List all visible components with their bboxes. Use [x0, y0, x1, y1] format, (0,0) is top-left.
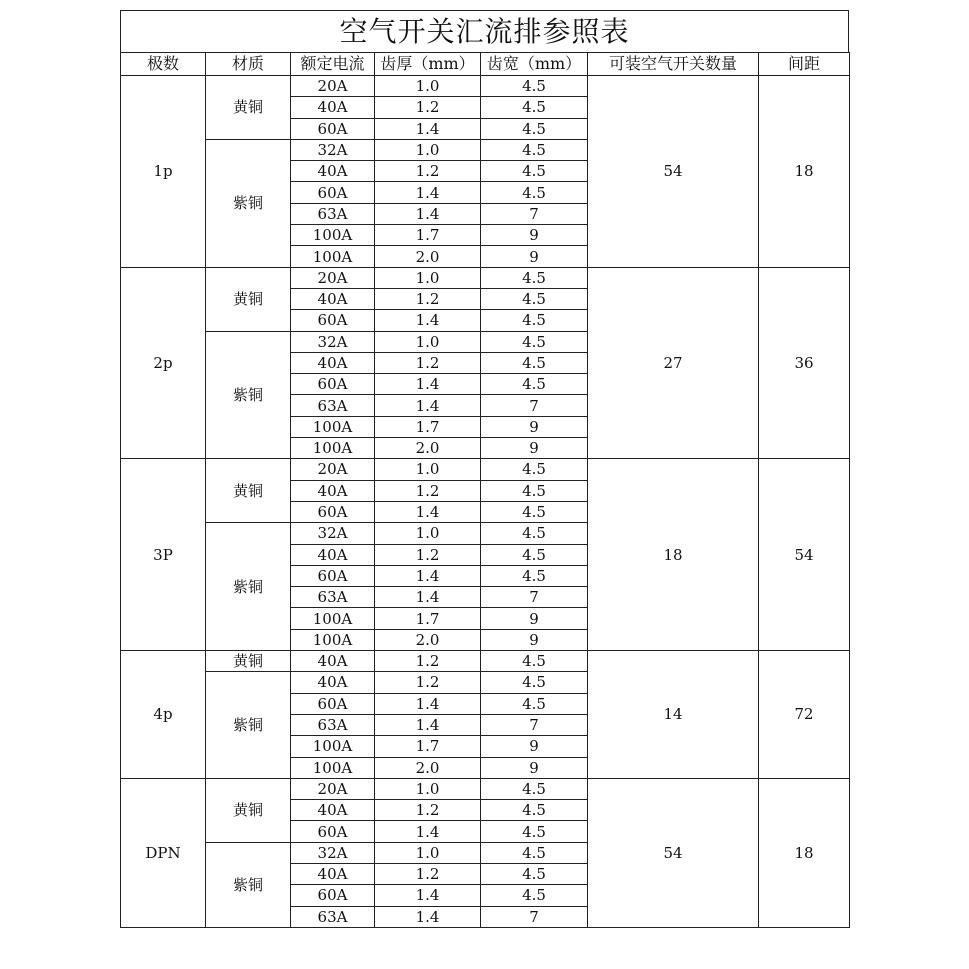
rated-current-cell: 60A: [291, 693, 375, 714]
tooth-width-cell: 4.5: [481, 182, 588, 203]
rated-current-cell: 32A: [291, 842, 375, 863]
tooth-thickness-cell: 1.2: [375, 480, 481, 501]
tooth-width-cell: 4.5: [481, 501, 588, 522]
material-cell: 黄铜: [206, 778, 291, 842]
header-rated-current: 额定电流: [291, 53, 375, 76]
tooth-thickness-cell: 1.0: [375, 331, 481, 352]
header-row: [121, 53, 850, 76]
breaker-quantity-cell: 14: [588, 651, 759, 779]
tooth-width-cell: 7: [481, 714, 588, 735]
tooth-width-cell: 4.5: [481, 863, 588, 884]
tooth-width-cell: 7: [481, 906, 588, 927]
tooth-width-cell: 4.5: [481, 459, 588, 480]
rated-current-cell: 20A: [291, 267, 375, 288]
tooth-thickness-cell: 1.0: [375, 778, 481, 799]
rated-current-cell: 60A: [291, 501, 375, 522]
tooth-width-cell: 4.5: [481, 565, 588, 586]
material-cell: 紫铜: [206, 523, 291, 651]
material-cell: 紫铜: [206, 672, 291, 778]
tooth-thickness-cell: 1.2: [375, 651, 481, 672]
table-header: [121, 53, 850, 76]
tooth-thickness-cell: 1.4: [375, 118, 481, 139]
rated-current-cell: 20A: [291, 459, 375, 480]
tooth-thickness-cell: 1.2: [375, 672, 481, 693]
pole-cell: 2p: [121, 267, 206, 459]
tooth-width-cell: 4.5: [481, 544, 588, 565]
rated-current-cell: 100A: [291, 736, 375, 757]
rated-current-cell: 60A: [291, 821, 375, 842]
tooth-width-cell: 9: [481, 438, 588, 459]
material-cell: 黄铜: [206, 651, 291, 672]
tooth-width-cell: 4.5: [481, 310, 588, 331]
tooth-width-cell: 4.5: [481, 480, 588, 501]
tooth-thickness-cell: 1.7: [375, 416, 481, 437]
tooth-width-cell: 4.5: [481, 672, 588, 693]
table-body: [121, 76, 850, 928]
spacing-cell: 36: [759, 267, 850, 459]
material-cell: 黄铜: [206, 459, 291, 523]
pole-cell: DPN: [121, 778, 206, 927]
pole-cell: 4p: [121, 651, 206, 779]
reference-sheet: [120, 10, 849, 928]
rated-current-cell: 60A: [291, 565, 375, 586]
tooth-thickness-cell: 1.0: [375, 267, 481, 288]
breaker-quantity-cell: 27: [588, 267, 759, 459]
tooth-thickness-cell: 1.4: [375, 906, 481, 927]
breaker-quantity-cell: 54: [588, 778, 759, 927]
tooth-width-cell: 4.5: [481, 842, 588, 863]
tooth-width-cell: 4.5: [481, 352, 588, 373]
tooth-thickness-cell: 1.2: [375, 97, 481, 118]
rated-current-cell: 40A: [291, 800, 375, 821]
tooth-width-cell: 9: [481, 416, 588, 437]
rated-current-cell: 63A: [291, 714, 375, 735]
rated-current-cell: 60A: [291, 885, 375, 906]
rated-current-cell: 100A: [291, 416, 375, 437]
tooth-thickness-cell: 1.0: [375, 139, 481, 160]
breaker-quantity-cell: 54: [588, 76, 759, 268]
rated-current-cell: 60A: [291, 310, 375, 331]
table-row: [121, 651, 850, 672]
tooth-thickness-cell: 2.0: [375, 246, 481, 267]
tooth-width-cell: 4.5: [481, 523, 588, 544]
material-cell: 黄铜: [206, 76, 291, 140]
table-row: [121, 267, 850, 288]
tooth-thickness-cell: 2.0: [375, 438, 481, 459]
tooth-thickness-cell: 1.4: [375, 565, 481, 586]
spacing-cell: 18: [759, 76, 850, 268]
tooth-width-cell: 9: [481, 757, 588, 778]
material-cell: 紫铜: [206, 842, 291, 927]
rated-current-cell: 100A: [291, 608, 375, 629]
tooth-width-cell: 4.5: [481, 118, 588, 139]
tooth-thickness-cell: 1.7: [375, 225, 481, 246]
rated-current-cell: 32A: [291, 139, 375, 160]
rated-current-cell: 32A: [291, 523, 375, 544]
table-row: [121, 459, 850, 480]
tooth-thickness-cell: 1.4: [375, 693, 481, 714]
tooth-width-cell: 4.5: [481, 267, 588, 288]
rated-current-cell: 40A: [291, 352, 375, 373]
tooth-width-cell: 4.5: [481, 693, 588, 714]
rated-current-cell: 40A: [291, 863, 375, 884]
tooth-width-cell: 9: [481, 225, 588, 246]
tooth-thickness-cell: 2.0: [375, 629, 481, 650]
tooth-width-cell: 4.5: [481, 161, 588, 182]
pole-cell: 3P: [121, 459, 206, 651]
tooth-width-cell: 4.5: [481, 778, 588, 799]
rated-current-cell: 63A: [291, 395, 375, 416]
breaker-quantity-cell: 18: [588, 459, 759, 651]
tooth-thickness-cell: 1.2: [375, 544, 481, 565]
material-cell: 黄铜: [206, 267, 291, 331]
tooth-thickness-cell: 1.4: [375, 587, 481, 608]
spacing-cell: 72: [759, 651, 850, 779]
rated-current-cell: 100A: [291, 438, 375, 459]
rated-current-cell: 63A: [291, 587, 375, 608]
pole-cell: 1p: [121, 76, 206, 268]
tooth-thickness-cell: 1.2: [375, 863, 481, 884]
tooth-thickness-cell: 1.0: [375, 459, 481, 480]
rated-current-cell: 40A: [291, 161, 375, 182]
rated-current-cell: 40A: [291, 672, 375, 693]
tooth-thickness-cell: 1.4: [375, 374, 481, 395]
rated-current-cell: 60A: [291, 182, 375, 203]
rated-current-cell: 100A: [291, 629, 375, 650]
tooth-width-cell: 7: [481, 587, 588, 608]
rated-current-cell: 20A: [291, 76, 375, 97]
header-breaker-quantity: 可装空气开关数量: [588, 53, 759, 76]
header-spacing: 间距: [759, 53, 850, 76]
rated-current-cell: 60A: [291, 118, 375, 139]
table-title: 空气开关汇流排参照表: [120, 10, 849, 52]
tooth-width-cell: 9: [481, 246, 588, 267]
tooth-width-cell: 4.5: [481, 76, 588, 97]
rated-current-cell: 20A: [291, 778, 375, 799]
busbar-table: [120, 52, 850, 928]
tooth-thickness-cell: 1.2: [375, 161, 481, 182]
header-tooth-thickness: 齿厚（mm）: [375, 53, 481, 76]
tooth-thickness-cell: 1.4: [375, 714, 481, 735]
tooth-thickness-cell: 1.2: [375, 800, 481, 821]
tooth-width-cell: 4.5: [481, 374, 588, 395]
rated-current-cell: 40A: [291, 288, 375, 309]
tooth-width-cell: 4.5: [481, 139, 588, 160]
header-tooth-width: 齿宽（mm）: [481, 53, 588, 76]
tooth-thickness-cell: 1.0: [375, 523, 481, 544]
tooth-thickness-cell: 1.4: [375, 821, 481, 842]
tooth-width-cell: 4.5: [481, 97, 588, 118]
rated-current-cell: 40A: [291, 651, 375, 672]
tooth-thickness-cell: 1.4: [375, 182, 481, 203]
rated-current-cell: 63A: [291, 203, 375, 224]
tooth-width-cell: 4.5: [481, 821, 588, 842]
tooth-width-cell: 4.5: [481, 651, 588, 672]
rated-current-cell: 100A: [291, 225, 375, 246]
rated-current-cell: 100A: [291, 246, 375, 267]
tooth-thickness-cell: 1.7: [375, 608, 481, 629]
rated-current-cell: 40A: [291, 544, 375, 565]
tooth-width-cell: 4.5: [481, 800, 588, 821]
tooth-thickness-cell: 1.2: [375, 288, 481, 309]
rated-current-cell: 40A: [291, 480, 375, 501]
tooth-thickness-cell: 1.4: [375, 395, 481, 416]
tooth-thickness-cell: 2.0: [375, 757, 481, 778]
spacing-cell: 18: [759, 778, 850, 927]
tooth-width-cell: 9: [481, 736, 588, 757]
tooth-thickness-cell: 1.4: [375, 203, 481, 224]
tooth-width-cell: 9: [481, 608, 588, 629]
tooth-thickness-cell: 1.0: [375, 76, 481, 97]
tooth-width-cell: 9: [481, 629, 588, 650]
tooth-width-cell: 4.5: [481, 331, 588, 352]
material-cell: 紫铜: [206, 139, 291, 267]
tooth-thickness-cell: 1.4: [375, 501, 481, 522]
tooth-width-cell: 4.5: [481, 288, 588, 309]
tooth-thickness-cell: 1.4: [375, 885, 481, 906]
rated-current-cell: 40A: [291, 97, 375, 118]
rated-current-cell: 100A: [291, 757, 375, 778]
tooth-thickness-cell: 1.7: [375, 736, 481, 757]
rated-current-cell: 32A: [291, 331, 375, 352]
tooth-thickness-cell: 1.2: [375, 352, 481, 373]
header-pole: 极数: [121, 53, 206, 76]
rated-current-cell: 63A: [291, 906, 375, 927]
tooth-width-cell: 4.5: [481, 885, 588, 906]
tooth-thickness-cell: 1.4: [375, 310, 481, 331]
header-material: 材质: [206, 53, 291, 76]
rated-current-cell: 60A: [291, 374, 375, 395]
tooth-thickness-cell: 1.0: [375, 842, 481, 863]
tooth-width-cell: 7: [481, 395, 588, 416]
spacing-cell: 54: [759, 459, 850, 651]
table-row: [121, 778, 850, 799]
tooth-width-cell: 7: [481, 203, 588, 224]
material-cell: 紫铜: [206, 331, 291, 459]
table-row: [121, 76, 850, 97]
